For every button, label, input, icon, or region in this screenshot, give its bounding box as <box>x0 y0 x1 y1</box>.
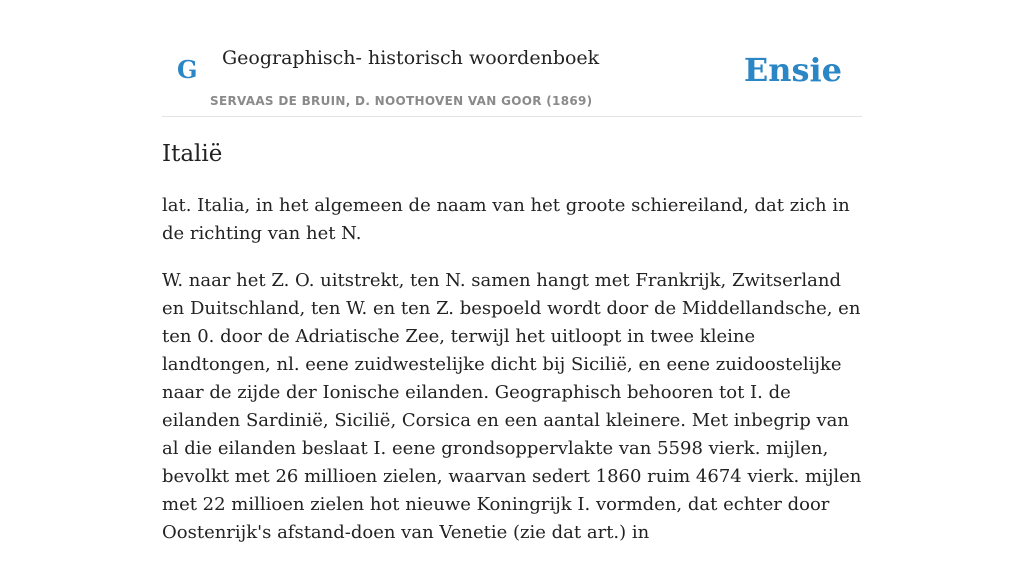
book-logo-letter[interactable]: G <box>177 55 198 84</box>
header <box>162 0 862 117</box>
entry-title: Italië <box>162 141 223 167</box>
book-authors: SERVAAS DE BRUIN, D. NOOTHOVEN VAN GOOR (1869) <box>210 94 593 108</box>
entry-paragraph: W. naar het Z. O. uitstrekt, ten N. samen hangt met Frankrijk, Zwitserland en Duitschland, ten W. en ten Z. bespoeld wordt door de Middellandsche, en ten 0. door de Adriatische Zee, terwijl het uitloopt in twee kleine landtongen, nl. eene zuidwestelijke dicht bij Sicilië, en eene zuidoostelijke naar de zijde der Ionische eilanden. Geographisch behooren tot I. de eilanden Sardinië, Sicilië, Corsica en een aantal kleinere. Met inbegrip van al die eilanden beslaat I. eene grondsoppervlakte van 5598 vierk. mijlen, bevolkt met 26 millioen zielen, waarvan sedert 1860 ruim 4674 vierk. mijlen met 22 millioen zielen hot nieuwe Koningrijk I. vormden, dat echter door Oostenrijk's afstand-doen van Venetie (zie dat art.) in <box>162 270 862 543</box>
entry-paragraph: lat. Italia, in het algemeen de naam van het groote schiereiland, dat zich in de richting van het N. <box>162 195 850 244</box>
book-title[interactable]: Geographisch- historisch woordenboek <box>222 47 600 69</box>
entry-body <box>162 192 862 566</box>
ensie-logo-link[interactable]: Ensie <box>743 51 842 89</box>
